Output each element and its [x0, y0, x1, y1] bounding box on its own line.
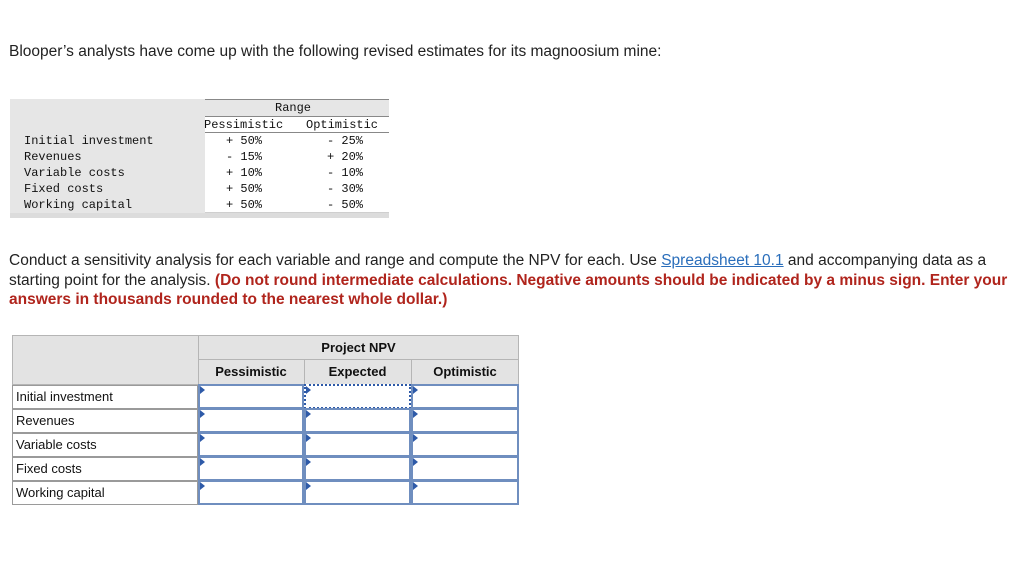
npv-input-pessimistic[interactable] — [198, 408, 304, 433]
instructions-text — [9, 251, 1009, 310]
npv-input-pessimistic[interactable] — [198, 456, 304, 481]
range-row-optimistic: - 10% — [327, 166, 364, 180]
range-row-pessimistic: + 50% — [226, 198, 263, 212]
range-row-pessimistic: + 10% — [226, 166, 263, 180]
npv-input-optimistic[interactable] — [411, 384, 519, 409]
range-group-header: Range — [275, 101, 312, 115]
range-row-pessimistic: - 15% — [226, 150, 263, 164]
range-row-optimistic: - 30% — [327, 182, 364, 196]
range-row-label: Variable costs — [24, 166, 125, 180]
npv-input-expected[interactable] — [304, 408, 411, 433]
npv-row-label: Fixed costs — [12, 457, 198, 481]
range-row-pessimistic: + 50% — [226, 182, 263, 196]
npv-col-optimistic: Optimistic — [433, 364, 497, 379]
npv-input-expected[interactable] — [304, 456, 411, 481]
npv-row-label: Revenues — [12, 409, 198, 433]
range-row-optimistic: - 25% — [327, 134, 364, 148]
npv-group-header: Project NPV — [321, 340, 396, 355]
npv-input-pessimistic[interactable] — [198, 432, 304, 457]
npv-col-expected: Expected — [328, 364, 387, 379]
spreadsheet-link[interactable]: Spreadsheet 10.1 — [661, 252, 784, 269]
instructions-part1: Conduct a sensitivity analysis for each variable and range and compute the NPV for each. Use — [9, 252, 662, 269]
npv-input-optimistic[interactable] — [411, 456, 519, 481]
range-row-label: Revenues — [24, 150, 82, 164]
npv-col-pessimistic: Pessimistic — [215, 364, 287, 379]
npv-input-pessimistic[interactable] — [198, 480, 304, 505]
range-row-label: Fixed costs — [24, 182, 104, 196]
instructions-part2: and accompanying data as a starting point for the analysis. — [9, 252, 987, 289]
range-col-optimistic: Optimistic — [306, 118, 379, 132]
range-row-optimistic: - 50% — [327, 198, 364, 212]
npv-row-label: Initial investment — [12, 385, 198, 409]
npv-input-optimistic[interactable] — [411, 408, 519, 433]
range-estimates-table — [10, 99, 389, 227]
npv-input-pessimistic[interactable] — [198, 384, 304, 409]
npv-input-optimistic[interactable] — [411, 432, 519, 457]
range-row-label: Working capital — [24, 198, 133, 212]
npv-row-label: Working capital — [12, 481, 198, 505]
range-row-label: Initial investment — [24, 134, 154, 148]
npv-input-optimistic[interactable] — [411, 480, 519, 505]
npv-row-label: Variable costs — [12, 433, 198, 457]
range-row-optimistic: + 20% — [327, 150, 364, 164]
npv-input-expected[interactable] — [304, 384, 411, 409]
range-row-pessimistic: + 50% — [226, 134, 263, 148]
range-col-pessimistic: Pessimistic — [204, 118, 284, 132]
npv-answer-table — [12, 335, 519, 506]
npv-input-expected[interactable] — [304, 432, 411, 457]
npv-input-expected[interactable] — [304, 480, 411, 505]
instructions-warning: (Do not round intermediate calculations. Negative amounts should be indicated by a minus sign. Enter your answers in thousands rounded to the nearest whole dollar.) — [9, 271, 1008, 308]
intro-text: Blooper’s analysts have come up with the following revised estimates for its magnoosium mine: — [9, 43, 662, 60]
